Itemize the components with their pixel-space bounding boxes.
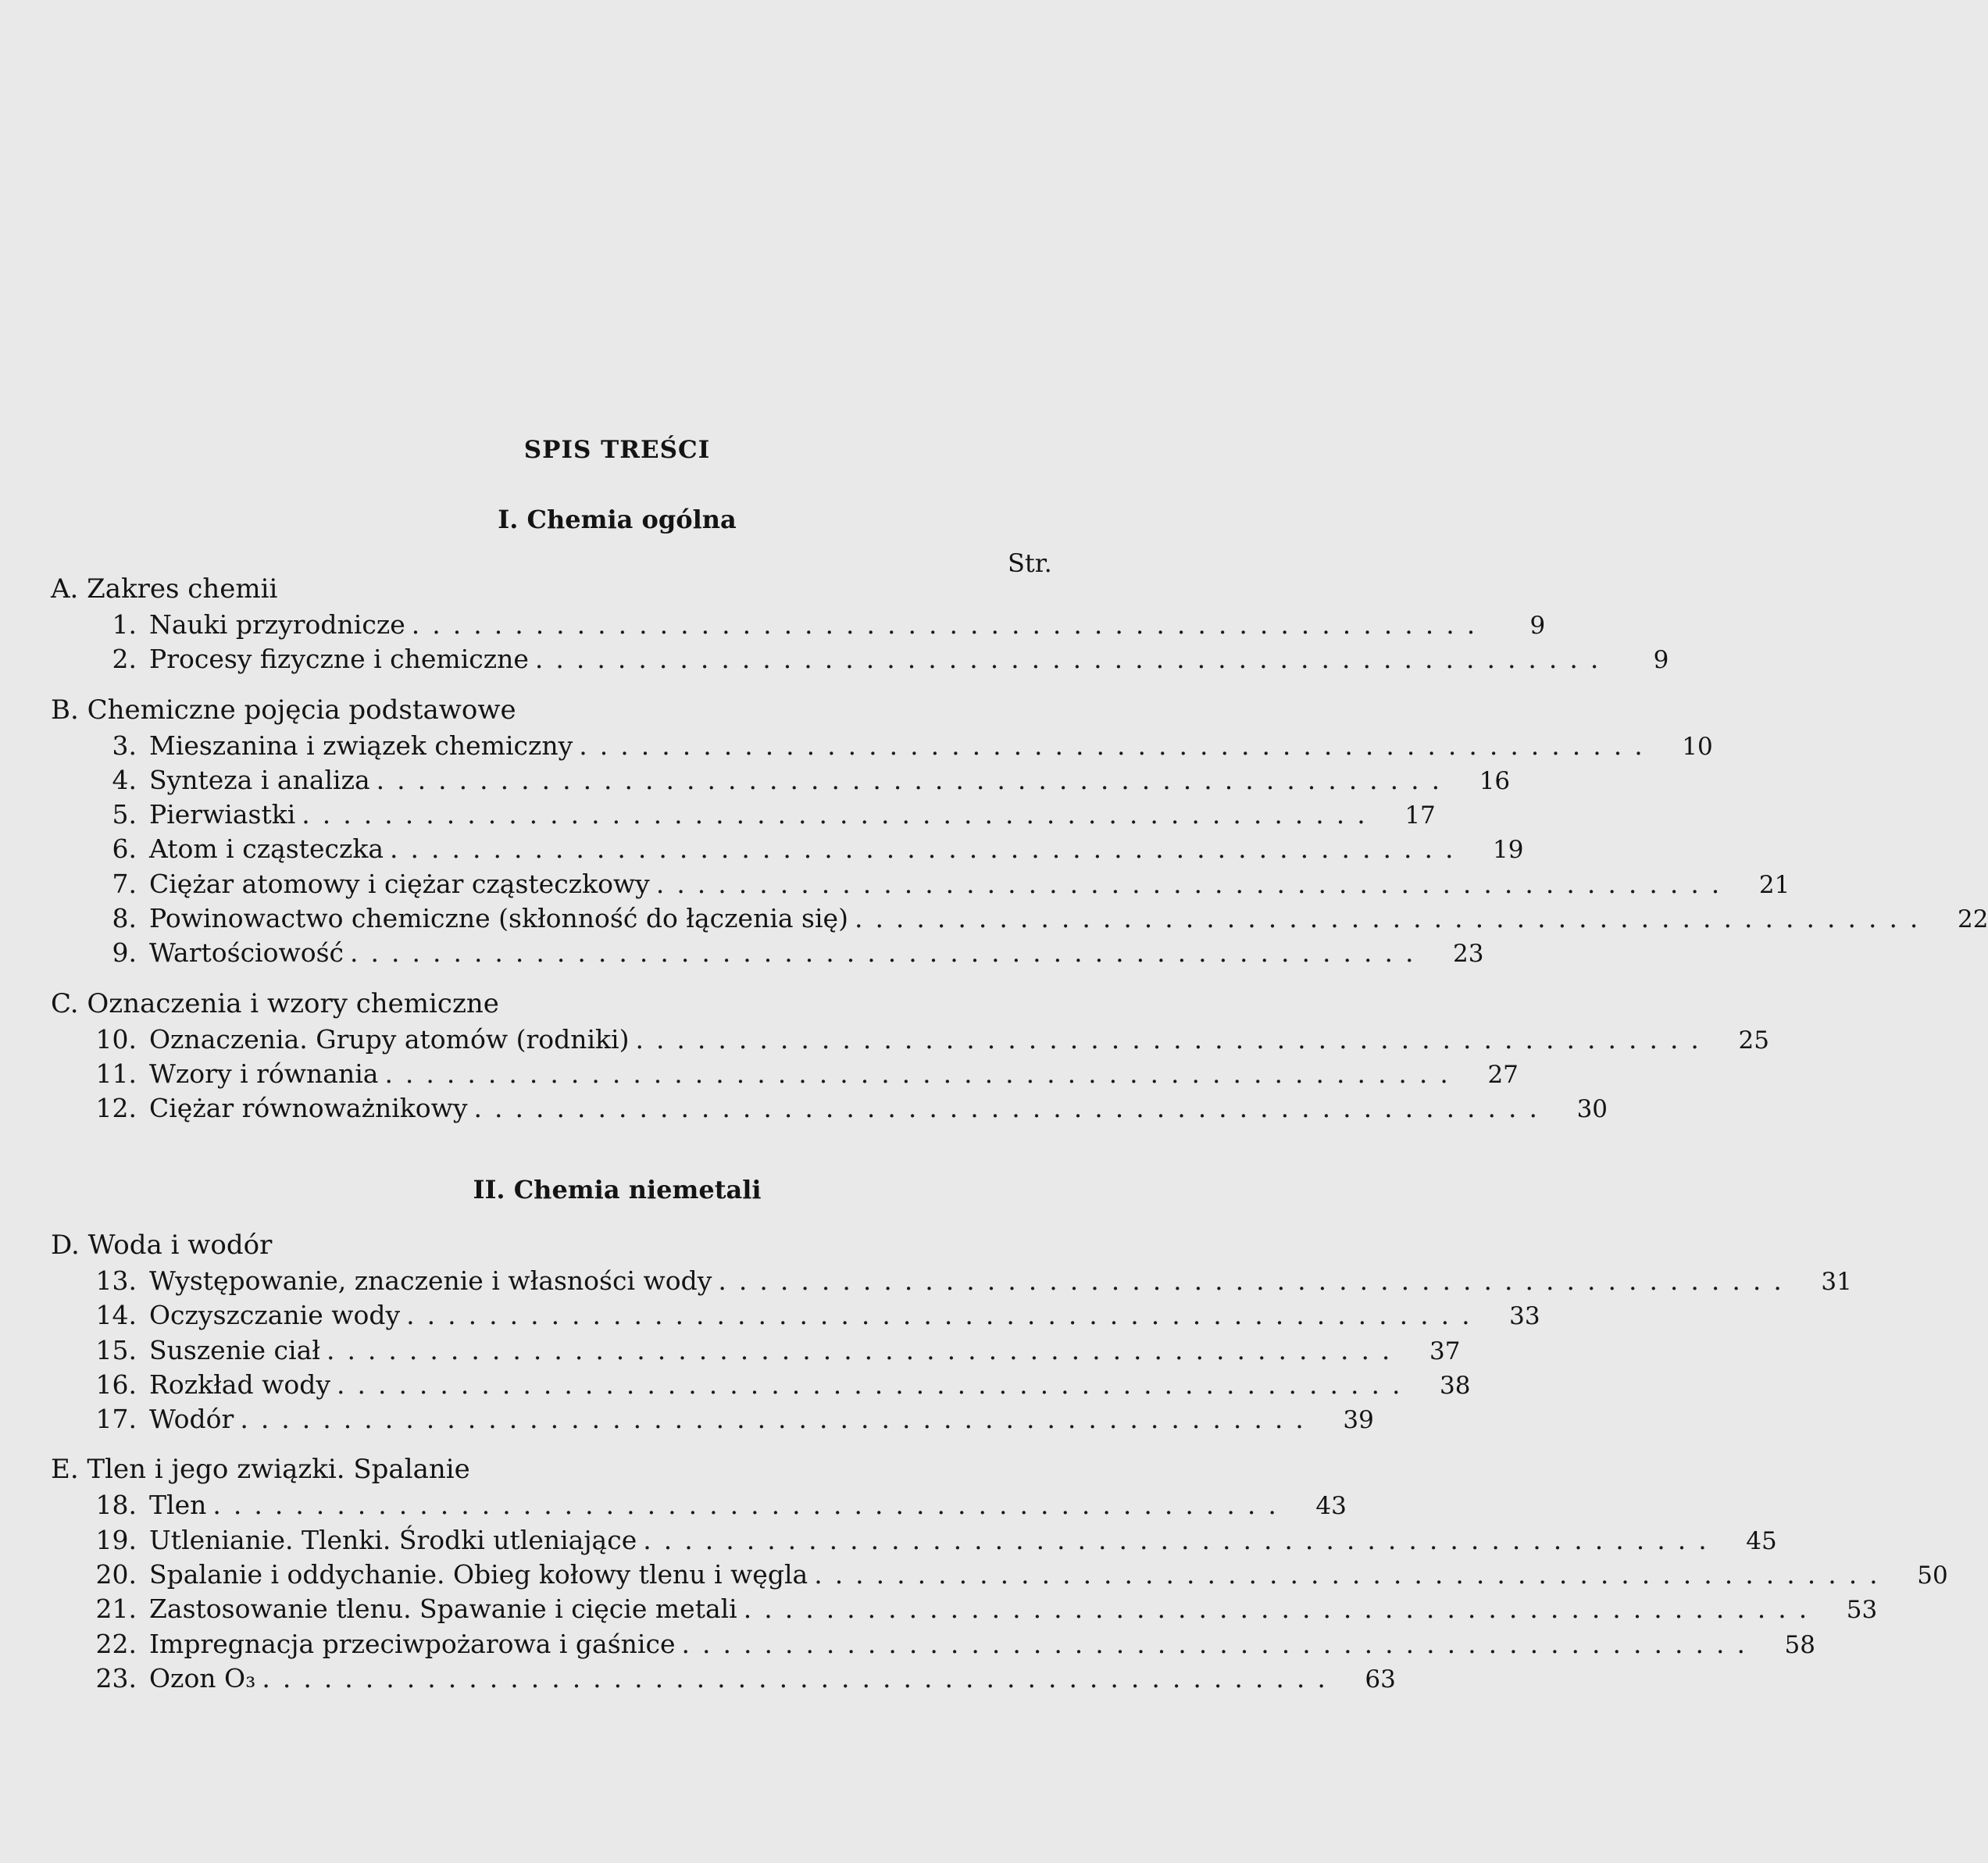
entry-number: 22. [95,1628,137,1659]
page-column-label: Str. [1008,548,1052,578]
section-heading: D. Woda i wodór [51,1230,273,1261]
entry-page: 9 [1653,646,1669,675]
entry-title: Pierwiastki [149,799,296,830]
entry-title: Procesy fizyczne i chemiczne [149,644,529,675]
toc-entry[interactable]: 10. Oznaczenia. Grupy atomów (rodniki) .................................................... 25 [51,1023,1058,1057]
entry-number: 4. [112,764,137,795]
entry-number: 5. [112,799,137,830]
toc-entry[interactable]: 22. Impregnacja przeciwpożarowa i gaśnice .................................................... 58 [51,1627,1058,1661]
entry-page: 31 [1821,1268,1852,1296]
entry-number: 2. [112,644,137,675]
entry-page: 30 [1576,1095,1608,1124]
entry-page: 38 [1439,1371,1471,1400]
toc-entry[interactable]: 14. Oczyszczanie wody .................................................... 33 [51,1298,1058,1333]
section-heading: C. Oznaczenia i wzory chemiczne [51,987,499,1019]
entry-number: 15. [95,1334,137,1365]
entry-number: 16. [95,1369,137,1400]
toc-entry[interactable]: 20. Spalanie i oddychanie. Obieg kołowy tlenu i węgla .................................................... 50 [51,1558,1058,1592]
entry-page: 43 [1315,1492,1347,1521]
entry-title: Wodór [149,1404,234,1435]
toc-entry[interactable]: 9. Wartościowość .................................................... 23 [51,936,1058,970]
entry-number: 14. [95,1300,137,1331]
entry-page: 39 [1343,1406,1374,1435]
entry-title: Zastosowanie tlenu. Spawanie i cięcie metali [149,1594,737,1625]
entry-title: Rozkład wody [149,1369,330,1400]
toc-entry[interactable]: 13. Występowanie, znaczenie i własności wody .................................................... 31 [51,1264,1058,1298]
entry-page: 58 [1784,1630,1815,1659]
entry-title: Oznaczenia. Grupy atomów (rodniki) [149,1023,630,1055]
toc-entry[interactable]: 16. Rozkład wody .................................................... 38 [51,1368,1058,1402]
entry-number: 8. [112,903,137,934]
entry-title: Atom i cząsteczka [149,833,384,865]
entry-page: 19 [1493,836,1524,865]
entry-page: 9 [1529,612,1546,640]
entry-number: 7. [112,868,137,899]
toc-entry[interactable]: 7. Ciężar atomowy i ciężar cząsteczkowy .................................................... 21 [51,867,1058,901]
entry-title: Ciężar równoważnikowy [149,1093,468,1124]
entry-number: 10. [95,1023,137,1055]
section-heading: A. Zakres chemii [51,573,278,605]
toc-entry[interactable]: 8. Powinowactwo chemiczne (skłonność do łączenia się) .................................................... 22 [51,901,1058,936]
entry-page: 22 [1957,905,1988,934]
entry-number: 23. [95,1662,137,1693]
toc-entry[interactable]: 19. Utlenianie. Tlenki. Środki utleniające .................................................... 45 [51,1523,1058,1558]
toc-entry[interactable]: 11. Wzory i równania .................................................... 27 [51,1057,1058,1091]
entry-title: Mieszanina i związek chemiczny [149,730,573,761]
entry-title: Wzory i równania [149,1058,379,1089]
entry-number: 19. [95,1524,137,1555]
entry-title: Utlenianie. Tlenki. Środki utleniające [149,1524,637,1555]
entry-title: Synteza i analiza [149,764,370,795]
entry-number: 11. [95,1058,137,1089]
entry-page: 45 [1746,1526,1777,1555]
page-title: SPIS TREŚCI [523,436,711,464]
toc-entry[interactable]: 5. Pierwiastki .................................................... 17 [51,798,1058,832]
entry-page: 53 [1846,1596,1878,1625]
entry-number: 21. [95,1594,137,1625]
section-heading: B. Chemiczne pojęcia podstawowe [51,694,516,726]
entry-page: 37 [1429,1337,1461,1365]
entry-title: Ciężar atomowy i ciężar cząsteczkowy [149,868,650,899]
entry-page: 17 [1404,801,1436,830]
entry-number: 20. [95,1559,137,1590]
entry-number: 1. [112,609,137,640]
toc-part-2 [51,1223,1948,1696]
entry-page: 27 [1487,1060,1519,1089]
entry-title: Oczyszczanie wody [149,1300,401,1331]
entry-page: 23 [1453,940,1484,969]
entry-title: Powinowactwo chemiczne (skłonność do łączenia się) [149,903,848,934]
toc-entry[interactable]: 6. Atom i cząsteczka .................................................... 19 [51,832,1058,866]
part-2-heading: II. Chemia niemetali [473,1175,762,1205]
toc-entry[interactable]: 15. Suszenie ciał .................................................... 37 [51,1333,1058,1368]
entry-title: Spalanie i oddychanie. Obieg kołowy tlenu i węgla [149,1559,808,1590]
toc-entry[interactable]: 17. Wodór .................................................... 39 [51,1402,1058,1437]
entry-number: 12. [95,1093,137,1124]
entry-page: 10 [1682,732,1713,761]
toc-entry[interactable]: 4. Synteza i analiza .................................................... 16 [51,763,1058,798]
entry-page: 16 [1479,766,1511,795]
toc-entry[interactable]: 18. Tlen .................................................... 43 [51,1488,1058,1522]
toc-part-1 [51,567,1988,1126]
toc-entry[interactable]: 2. Procesy fizyczne i chemiczne .................................................... 9 [51,642,1058,676]
toc-entry[interactable]: 12. Ciężar równoważnikowy .................................................... 30 [51,1091,1058,1126]
entry-number: 17. [95,1404,137,1435]
entry-title: Impregnacja przeciwpożarowa i gaśnice [149,1628,676,1659]
toc-entry[interactable]: 21. Zastosowanie tlenu. Spawanie i cięcie metali .................................................... 53 [51,1592,1058,1626]
entry-title: Suszenie ciał [149,1334,320,1365]
section-heading: E. Tlen i jego związki. Spalanie [51,1454,470,1486]
entry-title: Wartościowość [149,937,344,969]
entry-number: 18. [95,1490,137,1521]
entry-page: 21 [1758,870,1790,899]
toc-entry[interactable]: 3. Mieszanina i związek chemiczny .................................................... 10 [51,729,1058,763]
toc-entry[interactable]: 1. Nauki przyrodnicze .................................................... 9 [51,608,1058,642]
entry-title: Nauki przyrodnicze [149,609,405,640]
entry-page: 33 [1509,1302,1540,1331]
entry-title: Tlen [149,1490,207,1521]
entry-number: 9. [112,937,137,969]
entry-page: 25 [1738,1026,1769,1055]
entry-title: Występowanie, znaczenie i własności wody [149,1265,712,1296]
toc-entry[interactable]: 23. Ozon O₃ .................................................... 63 [51,1661,1058,1696]
part-1-heading: I. Chemia ogólna [498,505,737,534]
entry-page: 50 [1917,1561,1948,1590]
entry-title: Ozon O₃ [149,1662,256,1693]
entry-number: 3. [112,730,137,761]
entry-number: 13. [95,1265,137,1296]
entry-page: 63 [1365,1665,1396,1693]
entry-number: 6. [112,833,137,865]
